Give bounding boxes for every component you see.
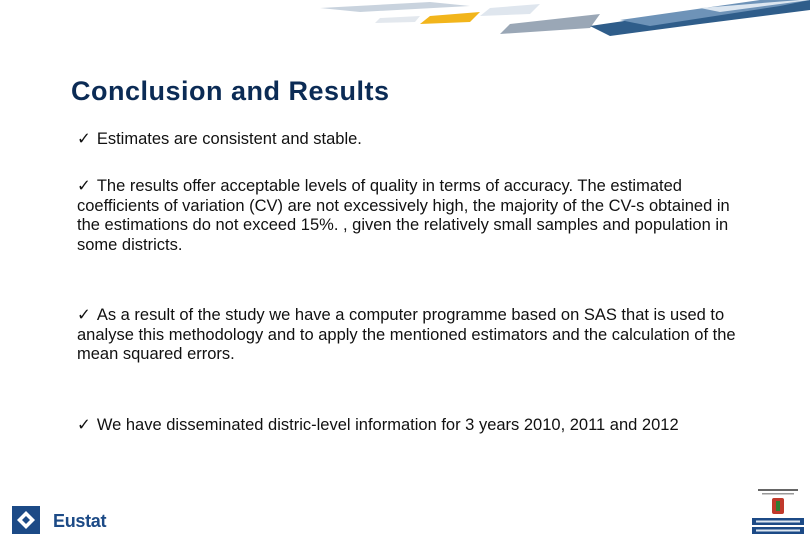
basque-government-logo-icon xyxy=(752,488,804,534)
check-icon: ✓ xyxy=(77,306,91,324)
bullet-item xyxy=(77,130,757,150)
bullet-text: We have disseminated distric-level information for 3 years 2010, 2011 and 2012 xyxy=(96,416,679,434)
bullet-item xyxy=(77,416,757,436)
deco-band-light xyxy=(375,16,420,23)
header-decoration xyxy=(0,0,810,40)
eustat-logo-icon xyxy=(11,505,41,535)
slide-title: Conclusion and Results xyxy=(71,76,390,106)
check-icon: ✓ xyxy=(77,416,91,434)
bullet-text: As a result of the study we have a computer programme based on SAS that is used to analyse this methodology and to apply the mentioned estimators and the calculation of the mean squared errors. xyxy=(77,306,736,363)
bullet-item xyxy=(77,177,757,255)
deco-band-grey xyxy=(320,2,470,12)
deco-band-pale xyxy=(480,4,540,16)
eustat-logo xyxy=(11,505,111,535)
bullet-item xyxy=(77,306,757,365)
deco-band-stripes xyxy=(500,14,600,34)
check-icon: ✓ xyxy=(77,130,91,148)
bullet-text: Estimates are consistent and stable. xyxy=(96,130,362,148)
logo-text: Eustat xyxy=(53,511,107,531)
bullet-text: The results offer acceptable levels of quality in terms of accuracy. The estimated coefficients of variation (CV) are not excessively high, the majority of the CV-s obtained in the estimations do not exceed 15%. , given the relatively small samples and population in some districts. xyxy=(77,177,730,254)
deco-band-gold xyxy=(420,12,480,24)
check-icon: ✓ xyxy=(77,177,91,195)
